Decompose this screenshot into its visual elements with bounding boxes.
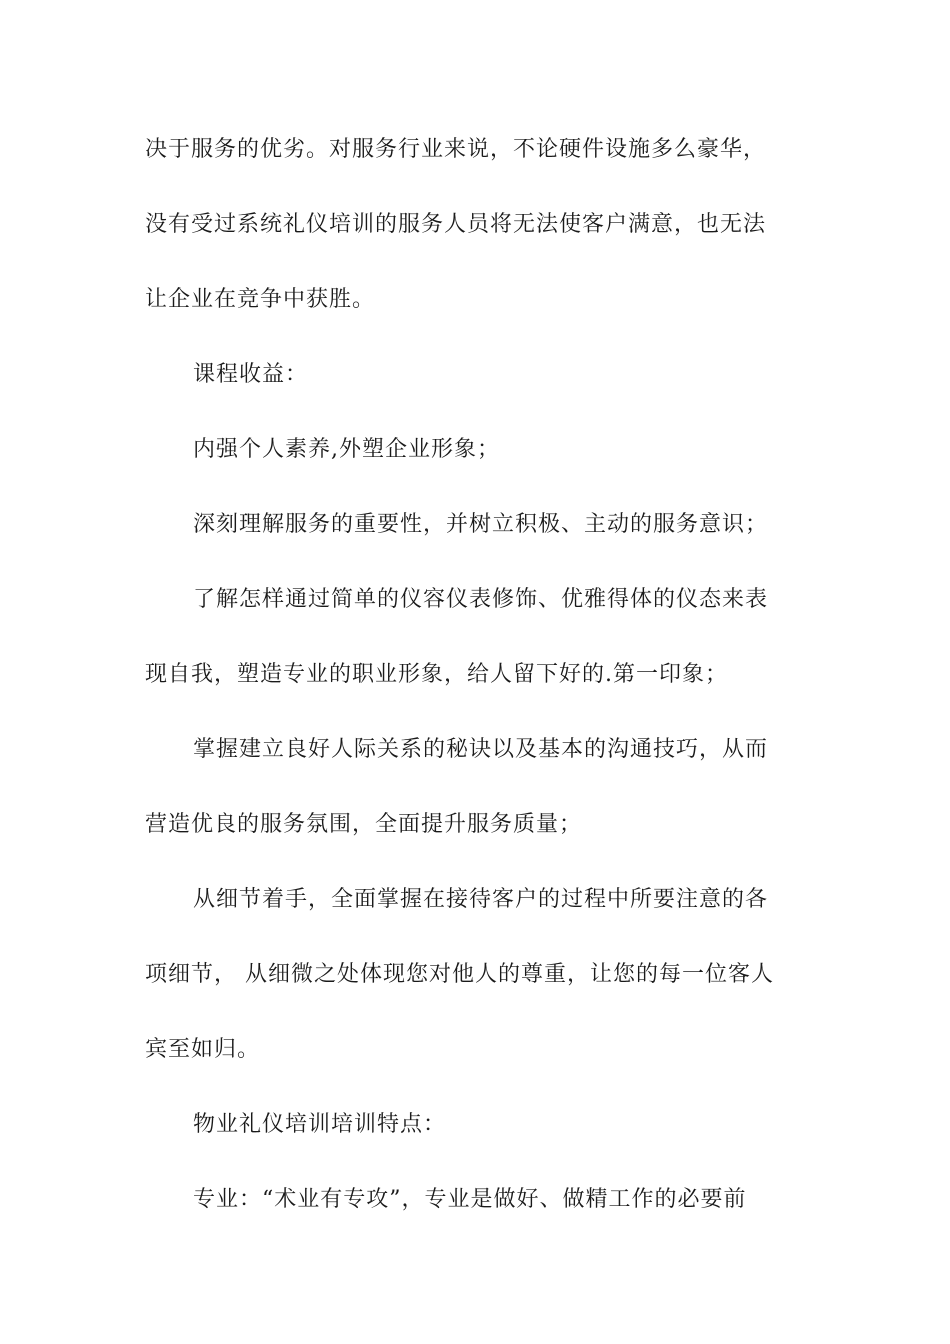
text-line: 了解怎样通过简单的仪容仪表修饰、优雅得体的仪态来表 [193, 587, 769, 612]
text-line: 宾至如归。 [145, 1037, 261, 1062]
text-line: 让企业在竞争中获胜。 [145, 287, 376, 312]
text-line: 从细节着手，全面掌握在接待客户的过程中所要注意的各 [193, 887, 769, 912]
text-line: 掌握建立良好人际关系的秘诀以及基本的沟通技巧，从而 [193, 737, 769, 762]
text-line: 项细节， 从细微之处体现您对他人的尊重，让您的每一位客人 [145, 962, 774, 987]
text-line: 营造优良的服务氛围，全面提升服务质量； [145, 812, 583, 837]
text-line: 现自我，塑造专业的职业形象，给人留下好的.第一印象； [145, 662, 728, 687]
document-body [145, 126, 810, 1251]
text-line: 没有受过系统礼仪培训的服务人员将无法使客户满意，也无法 [145, 212, 767, 237]
text-line: 深刻理解服务的重要性，并树立积极、主动的服务意识； [193, 512, 769, 537]
section-heading-training-features: 物业礼仪培训培训特点： [193, 1112, 447, 1137]
text-line: 内强个人素养,外塑企业形象； [193, 437, 500, 462]
section-heading-course-benefits: 课程收益： [193, 362, 309, 387]
text-line: 决于服务的优劣。对服务行业来说，不论硬件设施多么豪华， [145, 137, 767, 162]
text-line: 专业：“术业有专攻”，专业是做好、做精工作的必要前 [193, 1187, 747, 1212]
